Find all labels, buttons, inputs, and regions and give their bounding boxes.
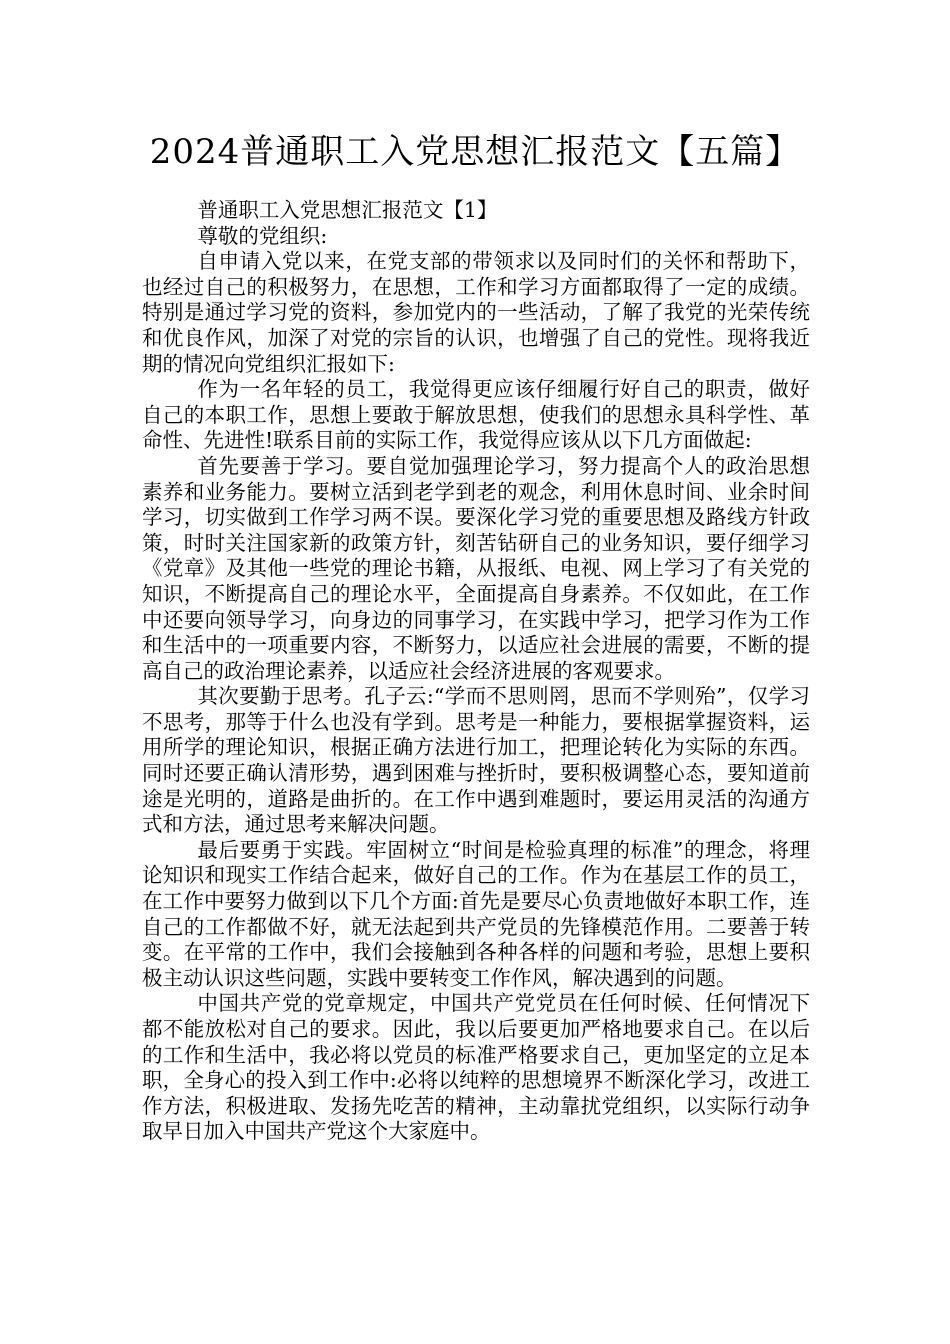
paragraph-conclusion: 中国共产党的党章规定，中国共产党党员在任何时候、任何情况下都不能放松对自己的要求。因此，我以后要更加严格地要求自己。在以后的工作和生活中，我必将以党员的标准严格要求自己，更加坚定的立足本职，全身心的投入到工作中:必将以纯粹的思想境界不断深化学习，改进工作方法，积极进取、发扬先吃苦的精神，主动靠扰党组织，以实际行动争取早日加入中国共产党这个大家庭中。	[142, 991, 810, 1144]
paragraph-role: 作为一名年轻的员工，我觉得更应该仔细履行好自己的职责，做好自己的本职工作，思想上要敢于解放思想，使我们的思想永具科学性、革命性、先进性!联系目前的实际工作，我觉得应该从以下几方面做起:	[142, 377, 810, 453]
paragraph-study: 首先要善于学习。要自觉加强理论学习，努力提高个人的政治思想素养和业务能力。要树立活到老学到老的观念，利用休息时间、业余时间学习，切实做到工作学习两不误。要深化学习党的重要思想及路线方针政策，时时关注国家新的政策方针，刻苦钻研自己的业务知识，要仔细学习《党章》及其他一些党的理论书籍，从报纸、电视、网上学习了有关党的知识，不断提高自己的理论水平，全面提高自身素养。不仅如此，在工作中还要向领导学习，向身边的同事学习，在实践中学习，把学习作为工作和生活中的一项重要内容，不断努力，以适应社会进展的需要，不断的提高自己的政治理论素养，以适应社会经济进展的客观要求。	[142, 453, 810, 683]
section-heading: 普通职工入党思想汇报范文【1】	[197, 198, 498, 222]
document-title: 2024普通职工入党思想汇报范文【五篇】	[149, 132, 801, 172]
salutation: 尊敬的党组织:	[197, 223, 328, 248]
document-body	[142, 198, 810, 1145]
paragraph-think: 其次要勤于思考。孔子云:“学而不思则罔，思而不学则殆”，仅学习不思考，那等于什么也没有学到。思考是一种能力，要根据掌握资料，运用所学的理论知识，根据正确方法进行加工，把理论转化为实际的东西。同时还要正确认清形势，遇到困难与挫折时，要积极调整心态，要知道前途是光明的，道路是曲折的。在工作中遇到难题时，要运用灵活的沟通方式和方法，通过思考来解决问题。	[142, 684, 810, 837]
paragraph-practice: 最后要勇于实践。牢固树立“时间是检验真理的标准”的理念，将理论知识和现实工作结合起来，做好自己的工作。作为在基层工作的员工，在工作中要努力做到以下几个方面:首先是要尽心负责地做好本职工作，连自己的工作都做不好，就无法起到共产党员的先锋模范作用。二要善于转变。在平常的工作中，我们会接触到各种各样的问题和考验，思想上要积极主动认识这些问题，实践中要转变工作作风，解决遇到的问题。	[142, 837, 810, 990]
paragraph-intro: 自申请入党以来，在党支部的带领求以及同时们的关怀和帮助下，也经过自己的积极努力，在思想，工作和学习方面都取得了一定的成绩。特别是通过学习党的资料，参加党内的一些活动，了解了我党的光荣传统和优良作风，加深了对党的宗旨的认识，也增强了自己的党性。现将我近期的情况向党组织汇报如下:	[142, 249, 810, 376]
